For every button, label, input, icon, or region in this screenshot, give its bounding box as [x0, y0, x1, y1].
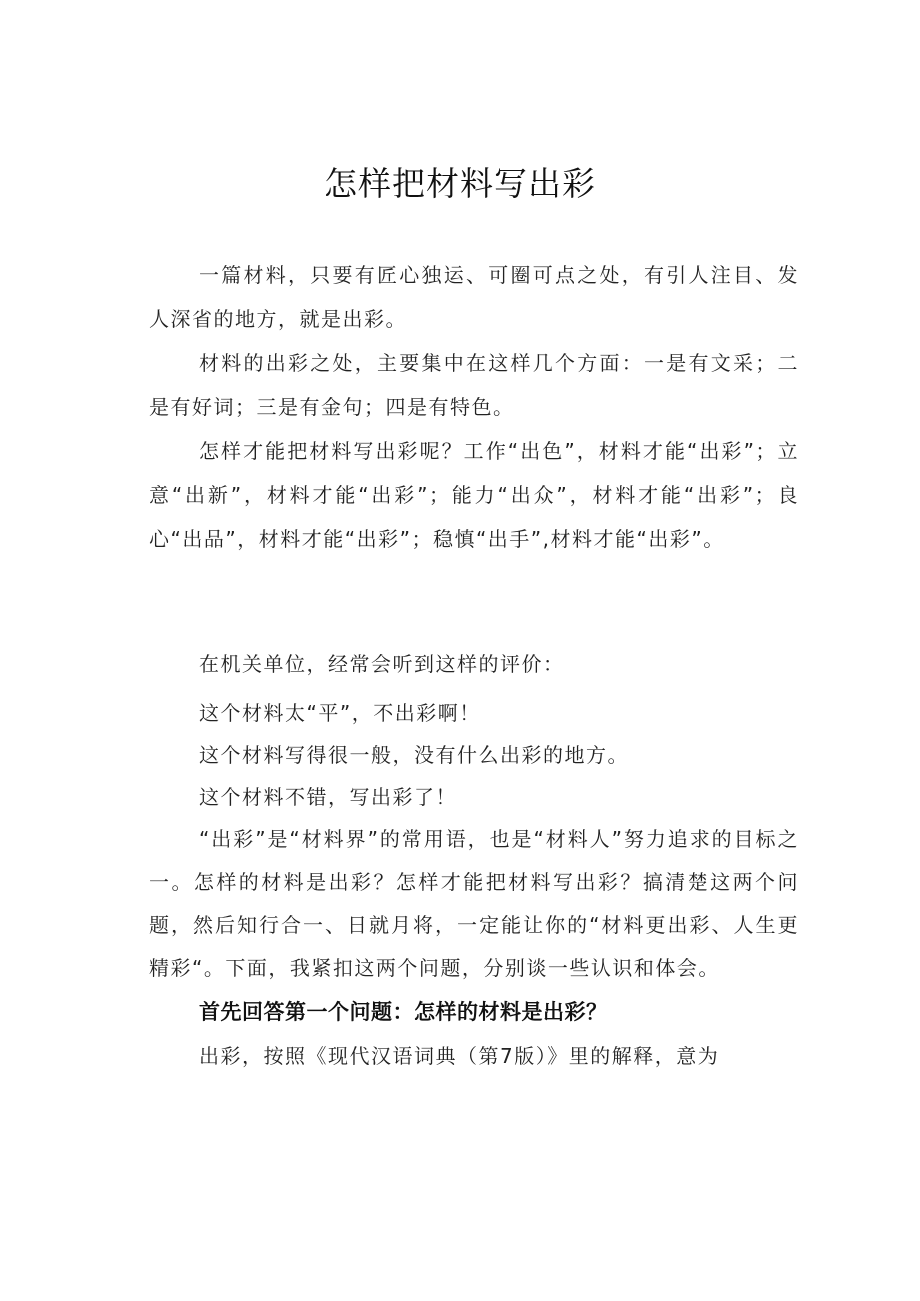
paragraph-intro: 一篇材料，只要有匠心独运、可圈可点之处，有引人注目、发人深省的地方，就是出彩。 [149, 263, 799, 331]
evaluation-intro-line: 在机关单位，经常会听到这样的评价： [199, 652, 565, 676]
paragraph-goal: “出彩”是“材料界”的常用语，也是“材料人”努力追求的目标之一。怎样的材料是出彩？怎样才能把材料写出彩？搞清楚这两个问题，然后知行合一、日就月将，一定能让你的“材料更出彩、人生更精彩“。下面，我紧扣这两个问题，分别谈一些认识和体会。 [149, 827, 799, 980]
document-title: 怎样把材料写出彩 [324, 164, 596, 203]
evaluation-line: 这个材料太“平”，不出彩啊！ [199, 701, 481, 725]
evaluation-line: 这个材料写得很一般，没有什么出彩的地方。 [199, 743, 629, 767]
paragraph-aspects: 材料的出彩之处，主要集中在这样几个方面：一是有文采；二是有好词；三是有金句；四是有特色。 [149, 351, 799, 419]
paragraph-how: 怎样才能把材料写出彩呢？工作“出色”，材料才能“出彩”；立意“出新”，材料才能“出彩”；能力“出众”，材料才能“出彩”；良心“出品”，材料才能“出彩”；稳慎“出手”,材料才能“出彩”。 [149, 439, 799, 551]
evaluation-line: 这个材料不错，写出彩了！ [199, 785, 457, 809]
section-heading: 首先回答第一个问题：怎样的材料是出彩？ [199, 1000, 608, 1024]
paragraph-definition: 出彩，按照《现代汉语词典（第7版）》里的解释，意为 [199, 1044, 720, 1068]
